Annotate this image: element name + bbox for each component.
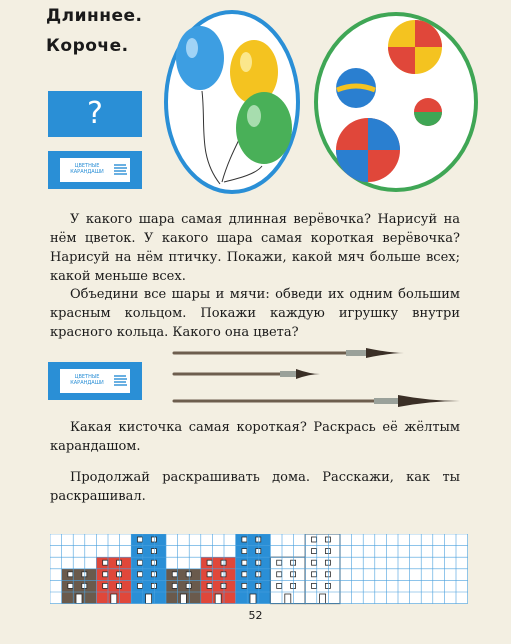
house-1	[62, 569, 97, 604]
pencil-label-line1: ЦВЕТНЫЕ	[74, 374, 100, 380]
blue-balloon	[176, 26, 224, 90]
balls-illustration	[312, 8, 482, 198]
page-number: 52	[248, 609, 263, 622]
paragraph-3: Какая кисточка самая короткая? Раскрась её жёлтым карандашом.	[50, 420, 460, 454]
pencil-box-icon	[48, 362, 142, 400]
pencil-label-line2: КАРАНДАШИ	[70, 380, 104, 386]
brush-3	[174, 395, 460, 407]
brush-1	[174, 348, 404, 358]
heading-shorter: Короче.	[46, 36, 129, 56]
pencil-tips-icon	[114, 162, 128, 178]
pencil-box-icon	[48, 151, 142, 189]
house-4	[166, 569, 201, 604]
houses-grid	[50, 534, 468, 605]
brush-2	[174, 369, 320, 379]
balloons-illustration	[160, 6, 305, 196]
question-marker	[48, 91, 142, 137]
pencil-label-line2: КАРАНДАШИ	[70, 169, 104, 175]
brushes-illustration	[168, 343, 468, 413]
green-balloon	[236, 92, 292, 164]
paragraph-4: Продолжай раскрашивать дома. Расскажи, как ты раскрашивал.	[50, 470, 460, 504]
pencil-tips-icon	[114, 373, 128, 389]
question-mark-icon: ?	[75, 97, 115, 131]
pencil-label-line1: ЦВЕТНЫЕ	[74, 163, 100, 169]
heading-longer: Длиннее.	[46, 6, 143, 26]
paragraph-2: Объедини все шары и мячи: обведи их одним большим красным кольцом. Покажи каждую игрушку внутри красного кольца. Какого она цвета?	[50, 287, 460, 340]
paragraph-1: У какого шара самая длинная верёвочка? Нарисуй на нём цветок. У какого шара самая короткая верёвочка? Нарисуй на нём птичку. Покажи, какой мяч больше всех; какой меньше всех.	[50, 212, 460, 284]
